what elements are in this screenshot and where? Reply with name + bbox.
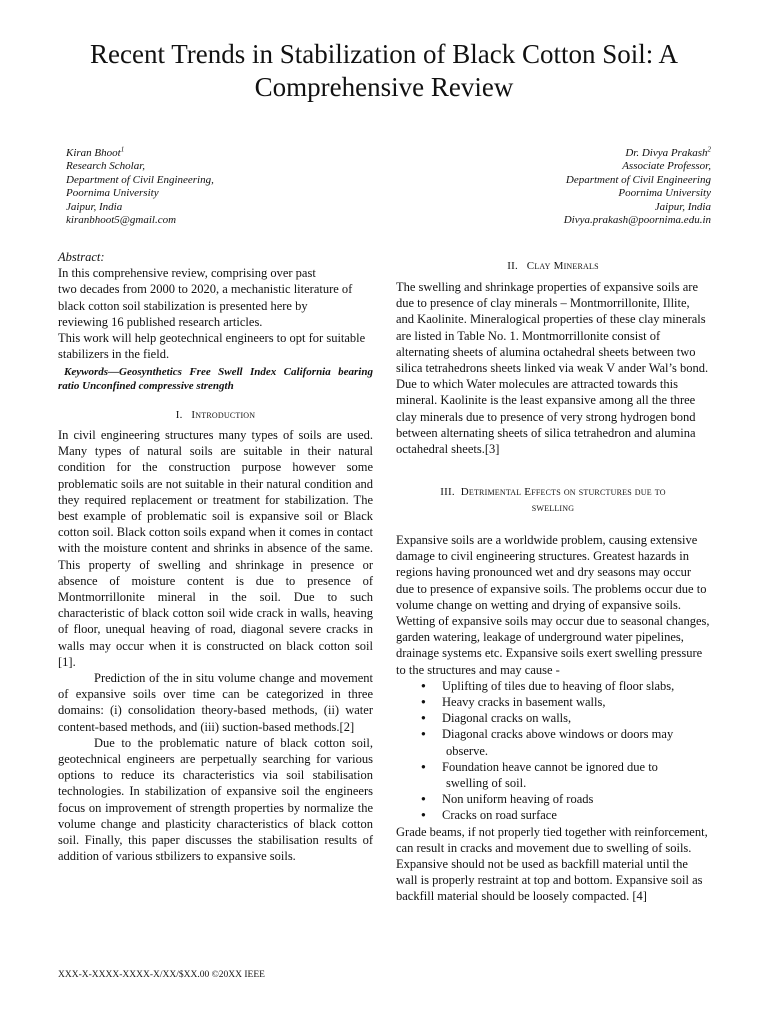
abstract-line: stabilizers in the field. — [58, 347, 170, 362]
list-item: ● Heavy cracks in basement walls, — [396, 694, 710, 710]
author-location: Jaipur, India — [654, 200, 711, 213]
author-role: Research Scholar, — [66, 160, 146, 173]
paper-title: Recent Trends in Stabilization of Black Cotton Soil: A Comprehensive Review — [90, 39, 678, 102]
paragraph: Expansive soils are a worldwide problem, causing extensive damage to civil engineering structures. Greatest hazards in regions having pronounced wet and dry seasons may occur due to presence of expansive soils. The problems occur due to volume change on wetting and drying of expansive soils. Wetting of expansive soils may occur due to seasonal changes, garden watering, leakage of underground water pipelines, drainage systems etc. Expansive soils exert swelling pressure to the structures and may cause - — [396, 533, 710, 677]
abstract-heading: Abstract: — [58, 250, 105, 264]
footer-copyright: XXX-X-XXXX-XXXX-X/XX/$XX.00 ©20XX IEEE — [58, 970, 265, 980]
author-email: kiranbhoot5@gmail.com — [66, 214, 177, 227]
abstract-line: two decades from 2000 to 2020, a mechanistic literature of — [58, 282, 353, 297]
author-department: Department of Civil Engineering — [565, 173, 711, 186]
author-block-2 — [564, 147, 711, 227]
introduction-body — [58, 427, 373, 864]
author-university: Poornima University — [618, 187, 711, 200]
paragraph: In civil engineering structures many types of soils are used. Many types of natural soils are suitable in their natural condition for the construction purpose however some problematic soils are not suitable in their natural condition and they required replacement or treatment for stabilization. The best example of problematic soil is expansive soil or Black cotton soil. Black cotton soils expand when it comes in contact with the moisture content and shrinks in absence of the same. This property of swelling and shrinkage in presence or absence of moisture content is due to presence of Montmorrillonite mineral in the soil. Due to such characteristic of black cotton soil wide crack in walls, heaving of floor, unequal heaving of road, diagonal severe cracks in walls may occur when it is constructed on black cotton soil [1]. — [58, 428, 373, 669]
list-item: ● Foundation heave cannot be ignored due to swelling of soil. — [396, 759, 710, 791]
list-item: ● Non uniform heaving of roads — [396, 791, 710, 807]
paragraph: Due to the problematic nature of black cotton soil, geotechnical engineers are perpetually searching for various options to reduce its characteristics via soil stabilisation technologies. In stabilization of expansive soil the engineers focus on improvement of strength properties by normalize the volume change and plasticity characteristics of black cotton soil. Finally, this paper discusses the stabilisation results of addition of various stbilizers to expansive soils. — [58, 735, 373, 864]
clay-minerals-body — [396, 279, 710, 457]
abstract-line: This work will help geotechnical engineers to opt for suitable — [58, 331, 366, 346]
author-name: Dr. Divya Prakash$^2$ — [625, 145, 711, 159]
paragraph: The swelling and shrinkage properties of expansive soils are due to presence of clay minerals – Montmorrillonite, Illite, and Kaolinite. Mineralogical properties of these clay minerals are listed in Table No. 1. Montmorrillonite consist of alternating sheets of alumina octahedral sheets between two silica tetrahedrons sheets linked via weak V ander Wal’s bond. Due to which Water molecules are attracted towards this mineral. Kaolinite is the least expansive among all the three clay minerals due to presence of very strong hydrogen bond between alternating sheets of silica tetrahedron and alumina octahedral sheets.[3] — [396, 280, 709, 457]
keywords: Keywords—Geosynthetics Free Swell Index California bearing ratio Unconfined compressive strength — [58, 366, 373, 392]
author-name: Kiran Bhoot$^1$ — [66, 145, 125, 159]
list-item: ● Diagonal cracks above windows or doors may observe. — [396, 726, 710, 758]
list-item: ● Uplifting of tiles due to heaving of floor slabs, — [396, 678, 710, 694]
author-location: Jaipur, India — [66, 200, 123, 213]
section-heading-introduction: I. Introduction — [175, 409, 256, 421]
section-heading-detrimental-effects: III. Detrimental Effects on sturctures due to swelling — [440, 486, 666, 514]
list-item: ● Cracks on road surface — [396, 807, 710, 823]
paragraph: Prediction of the in situ volume change and movement of expansive soils over time can be categorized in three domains: (i) consolidation theory-based methods, (ii) water content-based methods, and (iii) suction-based methods.[2] — [58, 671, 373, 734]
abstract-line: reviewing 16 published research articles. — [58, 314, 263, 329]
author-department: Department of Civil Engineering, — [66, 173, 214, 186]
abstract — [58, 249, 373, 362]
author-email: Divya.prakash@poornima.edu.in — [563, 214, 711, 227]
author-block-1 — [66, 147, 214, 227]
effects-list — [396, 678, 710, 824]
paragraph: Grade beams, if not properly tied together with reinforcement, can result in cracks and movement due to swelling of soils. Expansive should not be used as backfill material until the wall is properly restraint at top and bottom. Expansive soil as backfill material should be loosely compacted. [4] — [396, 824, 708, 904]
detrimental-effects-body — [396, 532, 710, 905]
list-item: ● Diagonal cracks on walls, — [396, 710, 710, 726]
section-heading-clay-minerals: II. Clay Minerals — [507, 260, 599, 272]
abstract-line: In this comprehensive review, comprising over past — [58, 266, 316, 281]
author-university: Poornima University — [66, 187, 159, 200]
abstract-line: black cotton soil stabilization is presented here by — [58, 298, 308, 313]
author-role: Associate Professor, — [622, 160, 711, 173]
